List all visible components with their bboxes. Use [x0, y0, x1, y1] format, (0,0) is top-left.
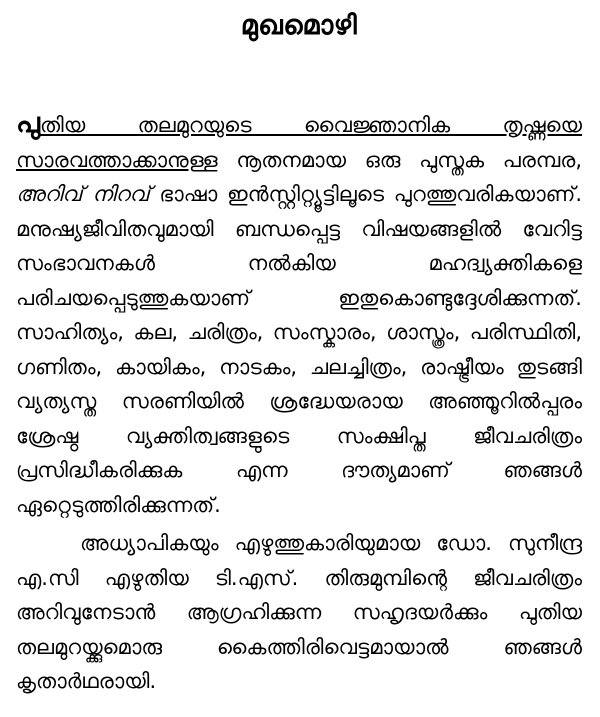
paragraph-1-text-b: നൂതനമായ ഒരു പുസ്തക പരമ്പര,: [217, 147, 582, 172]
drop-cap: പു: [16, 106, 40, 139]
paragraph-1-text-c: ഭാഷാ ഇൻസ്റ്റിറ്റ്യൂട്ടിലൂടെ പുറത്തുവരികയാണ്. മനുഷ്യജീവിതവുമായി ബന്ധപ്പെട്ട വിഷയങ്ങളിൽ വേറിട്ട സംഭാവനകൾ നൽകിയ മഹദ്വ്യക്തികളെ പരിചയപ്പെടുത്തുകയാണ് ഇതുകൊണ്ടുദ്ദേശിക്കുന്നത്. സാഹിത്യം, കല, ചരിത്രം, സംസ്കാരം, ശാസ്ത്രം, പരിസ്ഥിതി, ഗണിതം, കായികം, നാടകം, ചലച്ചിത്രം, രാഷ്ട്രീയം തുടങ്ങി വ്യത്യസ്ത സരണിയിൽ ശ്രദ്ധേയരായ അഞ്ഞൂറിൽപ്പരം ശ്രേഷ്ഠ വ്യക്തിത്വങ്ങളുടെ സംക്ഷിപ്ത ജീവചരിത്രം പ്രസിദ്ധീകരിക്കുക എന്ന ദൗത്യമാണ് ഞങ്ങൾ ഏറ്റെടുത്തിരിക്കുന്നത്.: [16, 182, 582, 517]
paragraph-1: [16, 106, 582, 522]
page-title: മുഖമൊഴി: [240, 10, 358, 41]
series-name: അറിവ് നിറവ്: [16, 182, 150, 206]
paragraph-2: [16, 526, 582, 699]
paragraph-1-text-a: തിയ തലമുറയുടെ വൈജ്ഞാനിക തൃഷ്ണയെ സാരവത്താക്കാനുള്ള: [16, 113, 582, 172]
paragraph-2-text: അധ്യാപികയും എഴുത്തുകാരിയുമായ ഡോ. സുനീന്ദ്ര എ.സി എഴുതിയ ടി.എസ്. തിരുമുമ്പിന്റെ ജീവചരിത്രം അറിവുനേടാൻ ആഗ്രഹിക്കുന്ന സഹൃദയർക്കും പുതിയ തലമുറയ്ക്കുമൊരു കൈത്തിരിവെട്ടമായാൽ ഞങ്ങൾ കൃതാർഥരായി.: [16, 531, 582, 693]
